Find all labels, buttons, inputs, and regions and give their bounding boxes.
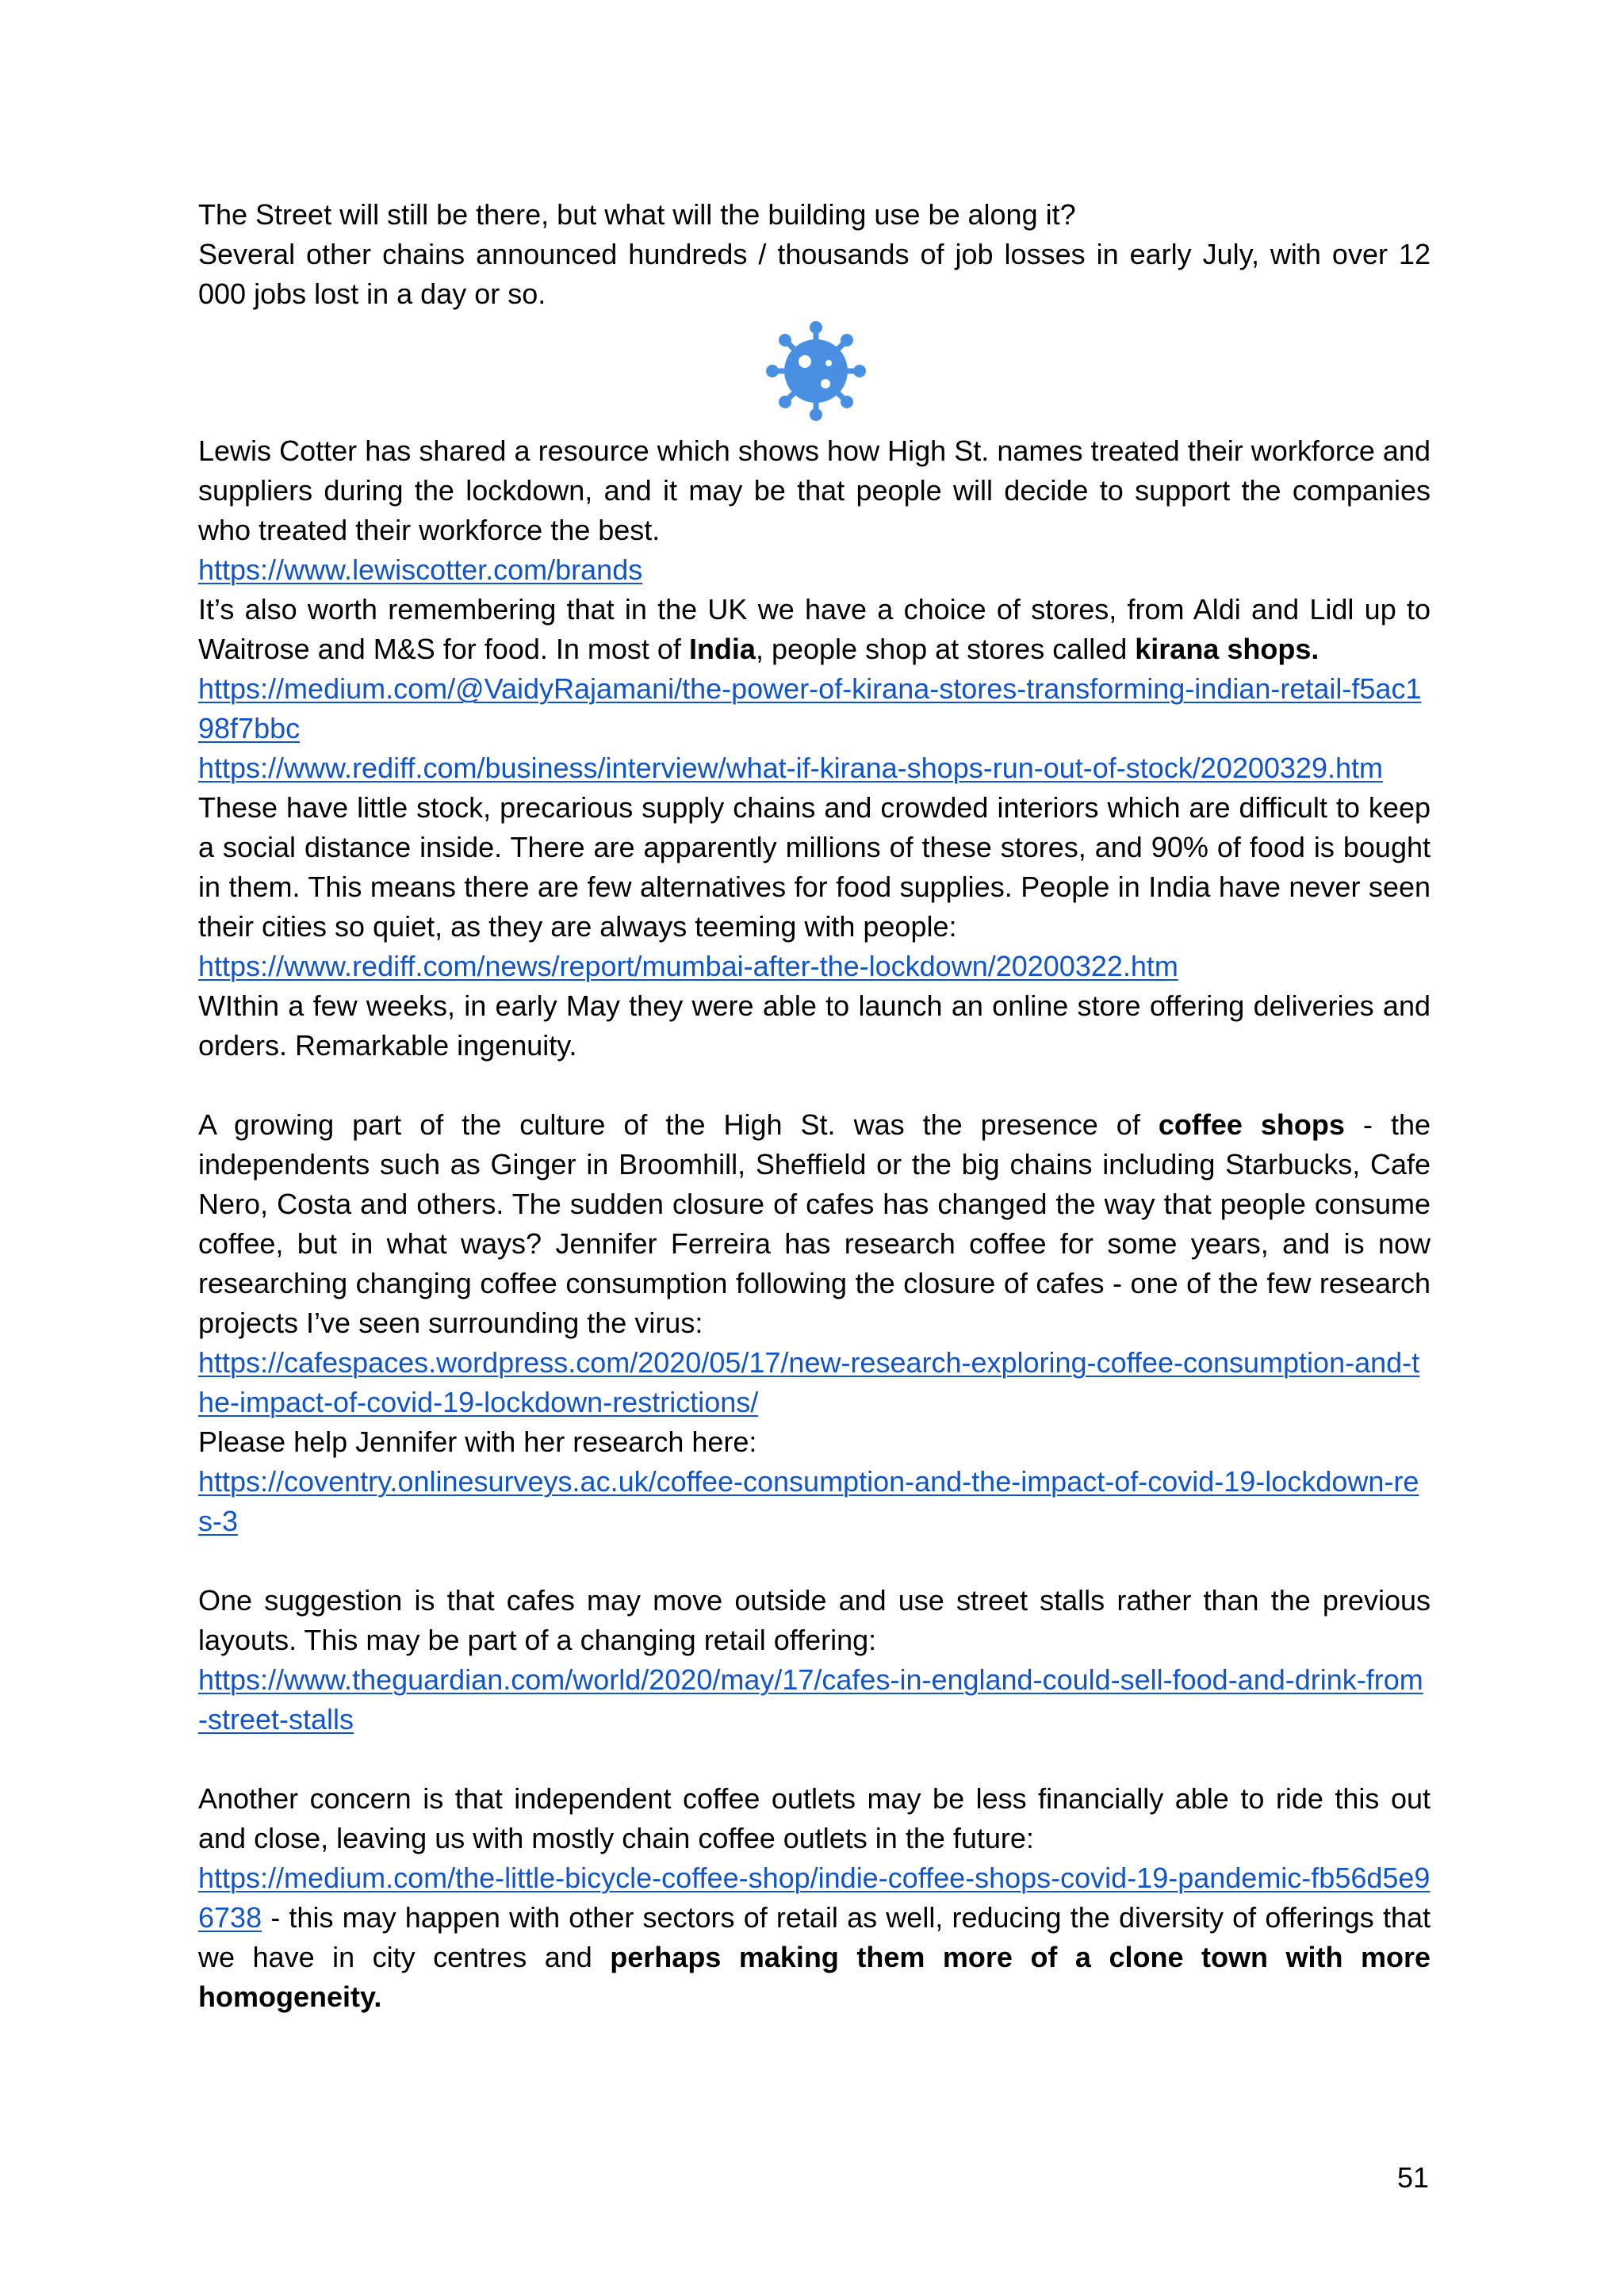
paragraph-gap <box>198 1739 1431 1779</box>
paragraph-street-question: The Street will still be there, but what will the building use be along it? <box>198 198 1076 231</box>
paragraph-gap <box>198 1541 1431 1581</box>
paragraph-job-losses: Several other chains announced hundreds / thousands of job losses in early July, with over 12 000 jobs lost in a day or so. <box>198 238 1431 310</box>
paragraph-kirana-details: These have little stock, precarious supply chains and crowded interiors which are difficult to keep a social distance inside. There are apparently millions of these stores, and 90% of food is bought in them. This means there are few alternatives for food supplies. People in India have never seen their cities so quiet, as they are always teeming with people: <box>198 791 1431 943</box>
store-choice-text: It’s also worth remembering that in the UK we have a choice of stores, from Aldi and Lidl up to Waitrose and M&S for food. In most of <box>198 593 1431 665</box>
clone-town-bold: perhaps making them more of a clone town with more homogeneity. <box>198 1941 1431 2013</box>
link-medium-kirana[interactable]: https://medium.com/@VaidyRajamani/the-power-of-kirana-stores-transforming-indian-retail-f5ac198f7bbc <box>198 672 1422 744</box>
link-coventry-survey[interactable]: https://coventry.onlinesurveys.ac.uk/coffee-consumption-and-the-impact-of-covid-19-lockdown-res-3 <box>198 1465 1419 1537</box>
store-choice-text-2: , people shop at stores called <box>755 633 1136 665</box>
page-number: 51 <box>1396 2161 1429 2194</box>
link-rediff-mumbai[interactable]: https://www.rediff.com/news/report/mumbai-after-the-lockdown/20200322.htm <box>198 950 1178 982</box>
paragraph-clone-town <box>198 1858 1431 2017</box>
paragraph-help-jennifer: Please help Jennifer with her research here: <box>198 1425 757 1458</box>
link-lewiscotter-brands[interactable]: https://www.lewiscotter.com/brands <box>198 553 643 586</box>
paragraph-coffee-shops <box>198 1105 1431 1343</box>
paragraph-street-stalls: One suggestion is that cafes may move outside and use street stalls rather than the previous layouts. This may be part of a changing retail offering: <box>198 1584 1431 1656</box>
page-content <box>198 195 1431 2017</box>
paragraph-store-choice <box>198 590 1431 669</box>
coffee-text-1: A growing part of the culture of the High St. was the presence of <box>198 1108 1159 1141</box>
link-guardian-street-stalls[interactable]: https://www.theguardian.com/world/2020/may/17/cafes-in-england-could-sell-food-and-drink-from-street-stalls <box>198 1663 1423 1735</box>
virus-icon-container <box>198 314 1431 431</box>
virus-icon <box>765 320 867 422</box>
link-medium-indie-coffee[interactable]: https://medium.com/the-little-bicycle-coffee-shop/indie-coffee-shops-covid-19-pandemic-fb56d5e96738 <box>198 1862 1431 1934</box>
india-bold: India <box>688 633 756 665</box>
coffee-shops-bold: coffee shops <box>1158 1108 1345 1141</box>
paragraph-online-store: WIthin a few weeks, in early May they were able to launch an online store offering deliveries and orders. Remarkable ingenuity. <box>198 989 1431 1062</box>
paragraph-independent-concern: Another concern is that independent coffee outlets may be less financially able to ride this out and close, leaving us with mostly chain coffee outlets in the future: <box>198 1782 1431 1854</box>
paragraph-gap <box>198 1066 1431 1105</box>
coffee-text-2: - the independents such as Ginger in Broomhill, Sheffield or the big chains including Starbucks, Cafe Nero, Costa and others. The sudden closure of cafes has changed the way that people consume coffee, but in what ways? Jennifer Ferreira has research coffee for some years, and is now researching changing coffee consumption following the closure of cafes - one of the few research projects I’ve seen surrounding the virus: <box>198 1108 1431 1339</box>
link-rediff-kirana[interactable]: https://www.rediff.com/business/interview/what-if-kirana-shops-run-out-of-stock/20200329.htm <box>198 752 1383 784</box>
link-cafespaces-research[interactable]: https://cafespaces.wordpress.com/2020/05/17/new-research-exploring-coffee-consumption-and-the-impact-of-covid-19-lockdown-restrictions/ <box>198 1346 1420 1418</box>
kirana-shops-bold: kirana shops. <box>1135 633 1320 665</box>
clone-town-text: - this may happen with other sectors of retail as well, reducing the diversity of offerings that we have in city centres and <box>198 1901 1431 1973</box>
paragraph-lewis-cotter: Lewis Cotter has shared a resource which shows how High St. names treated their workforce and suppliers during the lockdown, and it may be that people will decide to support the companies who treated their workforce the best. <box>198 434 1431 546</box>
